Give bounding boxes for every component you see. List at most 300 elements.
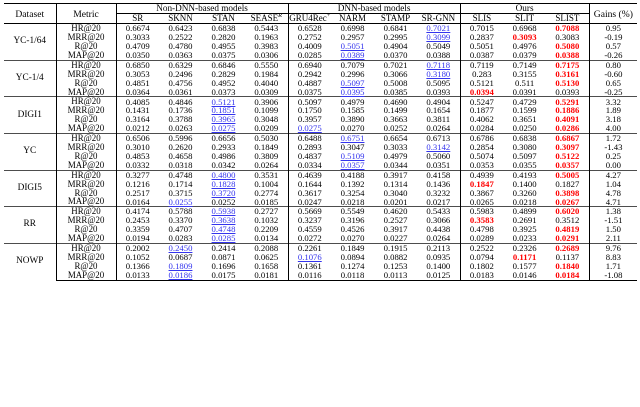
metric-value: 0.4639 [288,170,331,179]
metric-label: MAP@20 [56,197,116,206]
metric-value: 0.5121 [460,79,503,88]
metric-value: 0.0687 [168,251,193,262]
gain-value: -1.08 [589,271,637,280]
metric-value: 0.4438 [426,224,451,235]
metric-value: 0.0370 [383,50,408,61]
metric-value: 0.4620 [374,207,417,216]
header-model-sr: SR [116,14,159,24]
value-best: 0.1840 [555,260,580,271]
gain-value: -0.60 [589,70,637,79]
header-model-sknn: SKNN [168,13,193,24]
metric-label: R@20 [56,189,116,198]
metric-label: HR@20 [56,243,116,252]
metric-value: 0.0209 [254,123,279,134]
metric-value: 0.4780 [168,41,193,52]
metric-value: 0.0351 [426,159,451,170]
header-metric: Metric [56,4,116,24]
gain-value: -0.25 [589,88,637,97]
metric-value: 0.0133 [116,271,159,280]
metric-value: 0.1400 [426,260,451,271]
results-table-body [4,4,637,281]
metric-value [546,234,589,243]
value-second: 0.7118 [426,59,451,70]
metric-value: 0.3715 [168,187,193,198]
header-model-narm: NARM [339,13,367,24]
metric-value: 0.0379 [512,50,537,61]
metric-value: 0.5443 [245,24,288,33]
metric-value: 0.1714 [168,178,193,189]
metric-label: MAP@20 [56,124,116,133]
metric-value: 0.2691 [512,215,537,226]
metric-value: 0.2942 [288,70,331,79]
value-best: 0.0267 [555,196,580,207]
metric-value: 0.5097 [512,150,537,161]
gain-value: 3.32 [589,97,637,106]
metric-value: 0.0318 [168,159,193,170]
metric-value: 0.2453 [116,216,159,225]
metric-value: 0.511 [514,77,535,88]
metric-value: 0.0388 [426,50,451,61]
gain-value: 4.71 [589,197,637,206]
metric-label: HR@20 [56,97,116,106]
metric-value: 0.0183 [460,271,503,280]
metric-value: 0.1253 [383,260,408,271]
value-best: 0.1886 [555,105,580,116]
dataset-label: NOWP [4,243,56,280]
value-best: 0.6867 [555,133,580,144]
metric-value: 0.1644 [288,180,331,189]
gain-value: 1.72 [589,134,637,143]
metric-value: 0.4986 [211,150,236,161]
metric-value: 0.4851 [116,79,159,88]
metric-value: 0.3957 [288,115,331,124]
gain-value: -1.43 [589,143,637,152]
metric-value: 0.0247 [288,197,331,206]
metric-value: 0.4709 [116,42,159,51]
metric-value: 0.0871 [211,251,236,262]
metric-value: 0.3066 [426,215,451,226]
metric-value: 0.3232 [426,187,451,198]
metric-label: R@20 [56,262,116,271]
metric-value: 0.3277 [116,170,159,179]
metric-label: HR@20 [56,134,116,143]
header-model-slit: SLIT [515,13,535,24]
table-row [4,161,637,170]
metric-value: 0.0263 [168,123,193,134]
metric-label: R@20 [56,42,116,51]
metric-value: 0.0284 [460,124,503,133]
metric-label: R@20 [56,225,116,234]
value-second: 0.3180 [426,68,451,79]
gain-value: 4.00 [589,124,637,133]
metric-value: 0.3663 [383,114,408,125]
metric-value: 0.1137 [555,251,580,262]
metric-value: 0.4887 [288,79,331,88]
value-second: 0.0389 [340,50,365,61]
metric-value: 0.0625 [254,251,279,262]
gain-value: 1.50 [589,225,637,234]
metric-value: 0.1436 [426,178,451,189]
metric-value: 0.3617 [288,189,331,198]
metric-label: MRR@20 [56,106,116,115]
metric-value [202,124,245,133]
metric-value: 0.0212 [116,124,159,133]
metric-value: 0.0164 [116,197,159,206]
metric-value: 0.0116 [288,271,331,280]
metric-value: 0.6423 [159,24,202,33]
metric-label: MRR@20 [56,253,116,262]
metric-value: 0.0306 [254,50,279,61]
metric-value: 0.1392 [340,178,365,189]
metric-value: 0.0364 [116,88,159,97]
value-second: 0.1828 [211,178,236,189]
metric-value: 0.2414 [202,243,245,252]
metric-value: 0.0355 [512,159,537,170]
metric-value: 0.3196 [340,215,365,226]
value-best: 0.0286 [555,123,580,134]
value-best: 0.3161 [555,68,580,79]
metric-value: 0.0218 [512,196,537,207]
metric-value: 0.4979 [383,150,408,161]
metric-label: MRR@20 [56,70,116,79]
metric-value: 0.0894 [340,251,365,262]
metric-value: 0.3867 [460,189,503,198]
value-second: 0.5938 [211,206,236,217]
metric-value: 0.2829 [211,68,236,79]
metric-value: 0.3260 [512,187,537,198]
metric-value: 0.0264 [426,233,451,244]
metric-value: 0.4729 [503,97,546,106]
value-second: 0.4748 [211,224,236,235]
gain-value: 1.04 [589,180,637,189]
metric-value: 0.0342 [211,159,236,170]
value-second: 0.5051 [340,41,365,52]
metric-value: 0.2774 [254,187,279,198]
metric-value: 0.2261 [288,243,331,252]
value-second: 0.3142 [426,142,451,153]
gain-value: 0.00 [589,161,637,170]
value-best: 0.3093 [512,32,537,43]
metric-value: 0.0252 [383,123,408,134]
metric-value: 0.0309 [254,86,279,97]
metric-value: 0.0375 [288,88,331,97]
metric-value [546,51,589,60]
metric-label: R@20 [56,79,116,88]
metric-value [331,51,374,60]
metric-label: R@20 [56,115,116,124]
metric-value: 0.2893 [288,143,331,152]
gain-value: -0.26 [589,51,637,60]
header-group-non-dnn-based-models: Non-DNN-based models [116,4,288,14]
metric-label: MRR@20 [56,180,116,189]
metric-value [331,88,374,97]
header-model-sease: $SEASE^R$ [250,12,282,24]
metric-value: 0.4658 [168,150,193,161]
dataset-label: DIGI1 [4,97,56,134]
metric-value: 0.1984 [254,68,279,79]
metric-value: 0.2820 [211,32,236,43]
metric-value: 0.3237 [288,216,331,225]
metric-value: 0.5097 [288,97,331,106]
value-second: 0.3638 [211,215,236,226]
metric-value: 0.6713 [417,134,460,143]
metric-value: 0.3040 [383,187,408,198]
metric-value: 0.2837 [460,33,503,42]
metric-value: 0.0391 [512,86,537,97]
gain-value: 3.18 [589,115,637,124]
metric-label: MRR@20 [56,143,116,152]
metric-value: 0.5051 [460,42,503,51]
metric-value [460,88,503,97]
table-row [4,51,637,60]
header-group-dnn-based-models: DNN-based models [288,4,460,14]
metric-value: 0.1654 [426,105,451,116]
metric-value: 0.0375 [211,50,236,61]
value-best: 0.2689 [555,243,580,254]
value-best: 0.1847 [469,178,494,189]
value-second: 0.4800 [211,169,236,180]
value-best: 0.0291 [555,233,580,244]
metric-value: 0.2522 [168,32,193,43]
metric-value: 0.6838 [503,134,546,143]
metric-value: 0.2995 [383,32,408,43]
metric-value [202,234,245,243]
metric-value: 0.3811 [426,114,451,125]
metric-value: 0.5008 [383,77,408,88]
metric-value: 0.5049 [426,41,451,52]
metric-value: 0.3164 [116,115,159,124]
metric-value: 0.0363 [168,50,193,61]
value-second: 0.0357 [340,159,365,170]
metric-value: 0.3651 [512,114,537,125]
metric-value: 0.5060 [426,150,451,161]
metric-value: 0.0882 [383,251,408,262]
gain-value: 2.11 [589,234,637,243]
metric-value: 0.0332 [116,161,159,170]
gain-value: 4.27 [589,170,637,179]
metric-value: 0.4193 [503,170,546,179]
value-second: 0.0395 [340,86,365,97]
metric-value: 0.4837 [288,152,331,161]
metric-value: 0.3083 [555,32,580,43]
value-second: 0.3720 [211,187,236,198]
metric-value: 0.3917 [374,170,417,179]
gain-value: 1.71 [589,262,637,271]
header-gains: Gains (%) [589,4,637,24]
metric-value: 0.4690 [374,97,417,106]
metric-value: 0.6968 [503,24,546,33]
metric-value: 0.0794 [460,253,503,262]
metric-value: 0.1004 [254,178,279,189]
metric-value: 0.1599 [512,105,537,116]
metric-value: 0.5247 [460,97,503,106]
value-second: 0.1809 [168,260,193,271]
metric-value: 0.1032 [254,215,279,226]
metric-value: 0.4899 [503,207,546,216]
metric-value: 0.2326 [503,243,546,252]
metric-value: 0.0264 [426,123,451,134]
metric-value: 0.6940 [288,60,331,69]
metric-value: 0.0393 [426,86,451,97]
metric-value: 0.3254 [340,187,365,198]
gain-value: 0.65 [589,79,637,88]
metric-value: 0.3512 [555,215,580,226]
metric-label: MAP@20 [56,271,116,280]
metric-value: 0.2517 [116,189,159,198]
header-model-slist: SLIST [555,13,580,24]
metric-value: 0.3906 [245,97,288,106]
metric-label: MAP@20 [56,234,116,243]
value-second: 0.5097 [340,77,365,88]
metric-value: 0.3053 [116,70,159,79]
header-model-slis: SLIS [460,14,503,24]
metric-value: 0.0350 [116,51,159,60]
metric-value [546,124,589,133]
metric-value: 0.6786 [460,134,503,143]
metric-label: HR@20 [56,60,116,69]
value-second: 0.5109 [340,150,365,161]
metric-value: 0.1400 [512,178,537,189]
metric-value: 0.3080 [512,142,537,153]
value-best: 0.3097 [555,142,580,153]
metric-value: 0.1361 [288,262,331,271]
gain-value: 0.80 [589,60,637,69]
metric-value: 0.5669 [288,207,331,216]
metric-value: 0.4062 [460,115,503,124]
metric-value: 0.3048 [254,114,279,125]
gain-value: 9.76 [589,243,637,252]
metric-value: 0.3890 [340,114,365,125]
metric-value: 0.2854 [460,143,503,152]
metric-value: 0.4756 [168,77,193,88]
metric-value: 0.4158 [417,170,460,179]
metric-value: 0.3066 [383,68,408,79]
metric-value: 0.1802 [460,262,503,271]
metric-value: 0.3370 [168,215,193,226]
value-second: 0.5121 [211,96,236,107]
metric-value: 0.0385 [383,86,408,97]
metric-value: 0.3809 [254,150,279,161]
metric-value: 0.2496 [168,68,193,79]
metric-value: 0.283 [460,70,503,79]
value-best: 0.0184 [555,269,580,280]
dataset-label: YC-1/64 [4,24,56,61]
metric-value [159,197,202,206]
metric-value: 0.0233 [512,233,537,244]
metric-value: 0.0175 [202,271,245,280]
gain-value: 0.25 [589,152,637,161]
metric-label: HR@20 [56,170,116,179]
metric-value: 0.0334 [288,161,331,170]
metric-value: 0.0393 [555,86,580,97]
metric-value: 0.0270 [340,233,365,244]
metric-value: 0.3359 [116,225,159,234]
value-second: 0.6751 [340,133,365,144]
metric-value: 0.0283 [168,233,193,244]
metric-value: 0.2933 [211,142,236,153]
metric-value: 0.3033 [116,33,159,42]
metric-value: 0.7015 [460,24,503,33]
value-second: 0.0255 [168,196,193,207]
metric-value: 0.2752 [288,33,331,42]
value-second: 0.0186 [168,269,193,280]
metric-value: 0.0218 [340,196,365,207]
metric-value: 0.1827 [555,178,580,189]
metric-value: 0.7119 [460,60,503,69]
metric-value: 0.2620 [168,142,193,153]
metric-value: 0.4904 [417,97,460,106]
metric-value: 0.0118 [331,271,374,280]
metric-value: 0.7149 [503,60,546,69]
metric-value: 0.6998 [331,24,374,33]
value-best: 0.6020 [555,206,580,217]
metric-value: 0.5074 [460,152,503,161]
metric-value: 0.3983 [254,41,279,52]
metric-value: 0.7021 [374,60,417,69]
header-dataset: Dataset [4,4,56,24]
metric-value: 0.6838 [202,24,245,33]
metric-value: 0.0227 [383,233,408,244]
metric-value: 0.6674 [116,24,159,33]
metric-value: 0.0361 [168,86,193,97]
metric-value: 0.6656 [202,134,245,143]
metric-value: 0.1366 [116,262,159,271]
metric-value: 0.0146 [503,271,546,280]
metric-value: 0.5433 [417,207,460,216]
metric-value: 0.2002 [116,243,159,252]
metric-value: 0.4748 [159,170,202,179]
metric-value: 0.0264 [254,159,279,170]
metric-label: MAP@20 [56,51,116,60]
metric-value: 0.3531 [245,170,288,179]
metric-value: 0.1849 [254,142,279,153]
metric-value: 0.1577 [512,260,537,271]
metric-value: 0.3917 [383,224,408,235]
value-second: 0.2450 [168,243,193,254]
metric-value: 0.1585 [340,105,365,116]
metric-value: 0.4188 [331,170,374,179]
metric-value: 0.0134 [254,233,279,244]
metric-value: 0.3925 [512,224,537,235]
gain-value: 0.95 [589,24,637,33]
metric-value [159,271,202,280]
gain-value: 4.78 [589,189,637,198]
metric-value: 0.0265 [460,197,503,206]
metric-value: 0.0125 [417,271,460,280]
metric-value: 0.1314 [383,178,408,189]
metric-value: 0.4904 [383,41,408,52]
metric-label: HR@20 [56,24,116,33]
metric-label: MAP@20 [56,161,116,170]
metric-value: 0.0185 [254,196,279,207]
value-best: 0.5080 [555,41,580,52]
header-model-stamp: STAMP [380,13,411,24]
results-table [4,3,637,281]
metric-value: 0.4526 [340,224,365,235]
metric-value: 0.3047 [340,142,365,153]
metric-value: 0.0194 [116,234,159,243]
value-best: 0.5130 [555,77,580,88]
metric-value: 0.1052 [116,253,159,262]
header-group-ours: Ours [460,4,589,14]
metric-value: 0.1431 [116,106,159,115]
value-second: 0.1851 [211,105,236,116]
value-best: 0.3898 [555,187,580,198]
metric-value: 0.7079 [331,60,374,69]
value-best: 0.0388 [555,50,580,61]
metric-value: 0.2727 [245,207,288,216]
metric-value: 0.1499 [383,105,408,116]
